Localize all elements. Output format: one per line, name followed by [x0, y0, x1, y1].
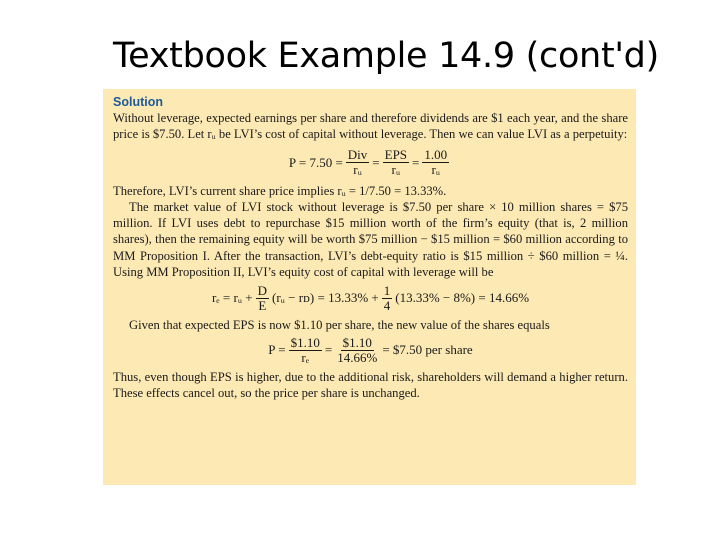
equation-new-share-value [113, 336, 628, 365]
equation-perpetuity [113, 148, 628, 177]
eq2-lhs: rₑ = rᵤ + [211, 290, 253, 306]
eq1-frac1-den: rᵤ [353, 162, 362, 178]
eq2-middle: (rᵤ − rᴅ) = 13.33% + [272, 290, 379, 306]
solution-panel [103, 89, 636, 485]
eq3-fraction-1 [289, 336, 322, 365]
eq3-equals: = [324, 342, 333, 358]
solution-paragraph-5: Thus, even though EPS is higher, due to the additional risk, shareholders will demand a higher return. These effects cancel out, so the price per share is unchanged. [113, 369, 628, 400]
eq3-frac2-den: 14.66% [337, 349, 378, 365]
eq2-frac2-den: 4 [383, 297, 391, 313]
eq2-frac2-num: 1 [383, 282, 391, 298]
eq1-equals-2: = [412, 154, 420, 170]
solution-paragraph-3: The market value of LVI stock without leverage is $7.50 per share × 10 million shares = $75 million. If LVI uses debt to repurchase $15 million worth of the firm’s equity (that is, 2 million shares), then the remaining equity will be worth $75 million − $15 million = $60 million according to MM Proposition I. After the transaction, LVI’s debt-equity ratio is $15 million ÷ $60 million = ¼. Using MM Proposition II, LVI’s equity cost of capital with leverage will be [113, 200, 628, 279]
solution-paragraph-4: Given that expected EPS is now $1.10 per share, the new value of the shares equals [129, 317, 550, 332]
eq1-fraction-div [346, 148, 370, 177]
eq1-fraction-value [422, 148, 449, 177]
eq1-equals-1: = [372, 154, 380, 170]
eq2-frac-num: D [257, 282, 268, 298]
eq3-lhs: P = [268, 342, 286, 358]
eq1-frac2-num: EPS [384, 147, 408, 163]
eq3-frac1-den: rₑ [301, 349, 310, 365]
eq3-frac1-num: $1.10 [290, 334, 320, 350]
eq2-fraction-quarter [382, 284, 393, 313]
solution-paragraph-1: Without leverage, expected earnings per share and therefore dividends are $1 each year, and the share price is $7.50. Let rᵤ be LVI’s cost of capital without leverage. Then we can value LVI as a perpetuity: [113, 111, 628, 142]
eq2-frac-den: E [258, 297, 267, 313]
eq2-rhs: (13.33% − 8%) = 14.66% [395, 290, 530, 306]
equation-mm-proposition-2 [113, 284, 628, 313]
eq3-rhs: = $7.50 per share [382, 342, 473, 358]
eq1-frac3-den: rᵤ [431, 162, 441, 178]
solution-paragraph-2: Therefore, LVI’s current share price implies rᵤ = 1/7.50 = 13.33%. [113, 184, 447, 199]
eq1-fraction-eps [383, 148, 409, 177]
solution-heading: Solution [113, 95, 163, 109]
eq2-fraction-de [256, 284, 269, 313]
eq3-frac2-num: $1.10 [342, 334, 372, 350]
eq1-frac3-num: 1.00 [424, 147, 448, 163]
eq3-fraction-2 [335, 336, 379, 365]
eq1-frac2-den: rᵤ [391, 162, 401, 178]
slide-title: Textbook Example 14.9 (cont'd) [113, 36, 659, 76]
eq1-frac1-num: Div [347, 147, 368, 163]
eq1-lhs: P = 7.50 = [288, 154, 343, 170]
